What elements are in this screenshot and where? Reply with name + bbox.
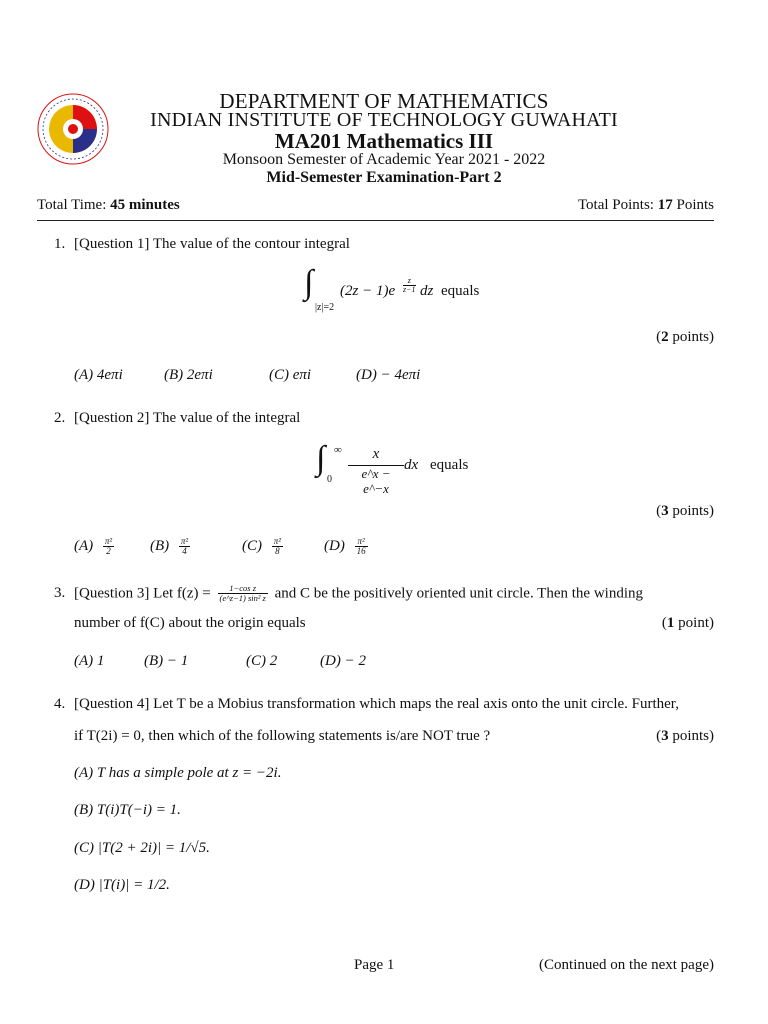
question-1-formula: [300, 264, 520, 318]
continued-note: (Continued on the next page): [539, 957, 714, 973]
option-fraction: [103, 537, 114, 556]
page-number: Page 1: [354, 957, 395, 973]
question-2-number: 2.: [54, 410, 66, 426]
question-1-option-c[interactable]: (C) eπi: [269, 367, 312, 383]
formula-equals: equals: [430, 457, 469, 473]
formula-differential: dx: [404, 457, 419, 473]
question-2-text: [Question 2] The value of the integral: [74, 410, 301, 426]
question-3-option-a[interactable]: (A) 1: [74, 653, 105, 669]
question-4-option-c[interactable]: (C) |T(2 + 2i)| = 1/√5.: [74, 840, 210, 856]
points-word: points: [672, 728, 709, 744]
formula-equals: equals: [441, 283, 480, 299]
question-4-option-b[interactable]: (B) T(i)T(−i) = 1.: [74, 802, 181, 818]
question-4-option-a[interactable]: (A) T has a simple pole at z = −2i.: [74, 765, 282, 781]
question-3-number: 3.: [54, 585, 66, 601]
option-fraction: [355, 537, 368, 556]
question-1-number: 1.: [54, 236, 66, 252]
question-3-option-b[interactable]: (B) − 1: [144, 653, 189, 669]
option-label: (D): [324, 537, 345, 554]
total-points-label: Total Points:: [577, 197, 654, 213]
formula-fraction: [348, 446, 404, 497]
semester-line: Monsoon Semester of Academic Year 2021 - 2022: [222, 151, 546, 168]
option-fraction: [179, 537, 190, 556]
question-1-points: (2 points): [656, 329, 714, 345]
points-number: 3: [661, 503, 669, 519]
course-title: MA201 Mathematics III: [274, 129, 494, 153]
fraction-numerator: π²: [273, 536, 281, 546]
fraction-denominator: e^x − e^−x: [361, 466, 391, 497]
question-4-line-2: if T(2i) = 0, then which of the following statements is/are NOT true ?: [74, 728, 491, 744]
fraction-numerator: 1−cos z: [218, 584, 268, 594]
question-2-option-c[interactable]: [242, 537, 283, 556]
question-1-option-d[interactable]: (D) − 4eπi: [356, 367, 421, 383]
formula-body: (2z − 1)e: [340, 283, 396, 299]
fraction-numerator: π²: [355, 537, 368, 547]
department-title: DEPARTMENT OF MATHEMATICS: [219, 89, 549, 113]
total-points-unit: Points: [676, 197, 714, 213]
total-time-label: Total Time:: [37, 197, 107, 213]
total-points-value: 17: [657, 197, 673, 213]
option-label: (A): [74, 537, 94, 554]
question-2-option-d[interactable]: [324, 537, 368, 556]
question-3-text-a: [Question 3] Let f(z) =: [74, 585, 211, 602]
question-3-line-1: [74, 585, 643, 603]
exponent-numerator: z: [403, 277, 416, 286]
fraction-numerator: π²: [104, 536, 113, 546]
fraction-denominator: 16: [356, 546, 366, 556]
points-word: point: [678, 615, 709, 631]
option-label: (C): [242, 537, 262, 554]
institute-title: INDIAN INSTITUTE OF TECHNOLOGY GUWAHATI: [150, 109, 618, 131]
points-number: 2: [661, 329, 669, 345]
total-points: [578, 197, 714, 214]
option-label: (B): [150, 537, 170, 554]
points-word: points: [672, 503, 709, 519]
question-3-option-c[interactable]: (C) 2: [246, 653, 278, 669]
formula-lower-limit: 0: [327, 474, 332, 485]
question-3-option-d[interactable]: (D) − 2: [320, 653, 366, 669]
question-1-option-b[interactable]: (B) 2eπi: [164, 367, 213, 383]
question-3-text-b: and C be the positively oriented unit circle. Then the winding: [274, 585, 643, 602]
formula-differential: dz: [420, 283, 434, 299]
question-4-number: 4.: [54, 696, 66, 712]
points-number: 1: [666, 615, 675, 631]
formula-upper-limit: ∞: [334, 444, 342, 456]
integral-sign: ∫: [316, 440, 326, 477]
exponent-denominator: z−1: [403, 285, 416, 294]
points-number: 3: [661, 728, 669, 744]
question-2-option-b[interactable]: [150, 537, 190, 556]
points-word: points: [672, 329, 709, 345]
fraction-numerator: π²: [180, 536, 189, 546]
question-3-line-2: number of f(C) about the origin equals: [74, 615, 306, 631]
question-4-points: (3 points): [656, 728, 714, 744]
option-fraction: [272, 537, 283, 556]
question-1-text: [Question 1] The value of the contour integral: [74, 236, 350, 252]
total-time: [37, 197, 180, 214]
question-3-fraction: [218, 584, 268, 602]
fraction-denominator: 2: [106, 546, 111, 556]
question-1-option-a[interactable]: (A) 4eπi: [74, 367, 123, 383]
question-4-line-1: [Question 4] Let T be a Mobius transformation which maps the real axis onto the unit circle. Further,: [74, 696, 679, 712]
fraction-denominator: (e^z−1) sin² z: [219, 592, 266, 603]
question-2-formula: [316, 440, 496, 497]
total-time-value: 45 minutes: [110, 197, 180, 213]
integral-sign: ∫: [304, 264, 314, 301]
question-4-option-d[interactable]: (D) |T(i)| = 1/2.: [74, 877, 170, 893]
formula-exponent: [403, 277, 416, 294]
question-2-option-a[interactable]: [74, 537, 114, 556]
exam-title: Mid-Semester Examination-Part 2: [266, 169, 502, 186]
fraction-denominator: 8: [275, 546, 280, 556]
formula-lower-limit: |z|=2: [315, 302, 335, 313]
header-rule: [37, 220, 714, 221]
question-3-points: (1 point): [661, 615, 714, 631]
fraction-numerator: x: [348, 446, 404, 466]
fraction-denominator: 4: [182, 546, 187, 556]
question-2-points: (3 points): [656, 503, 714, 519]
